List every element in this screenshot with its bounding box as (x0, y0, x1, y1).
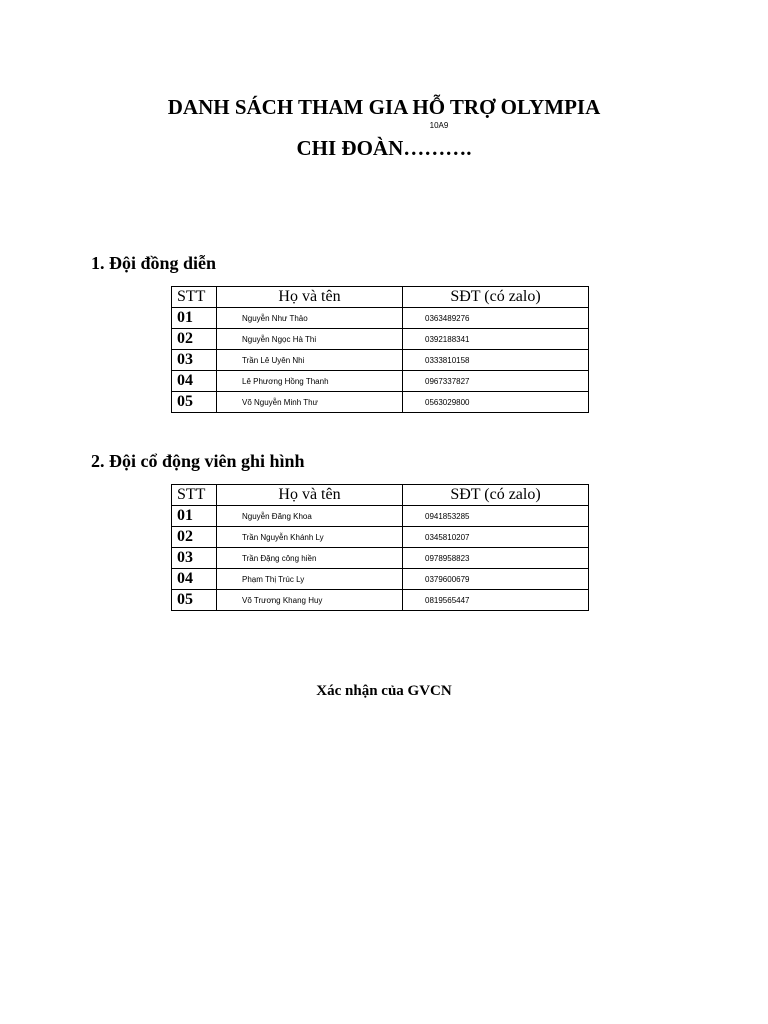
header-stt: STT (172, 287, 217, 308)
row-phone: 0819565447 (403, 590, 589, 611)
row-stt: 03 (172, 548, 217, 569)
table-row (172, 569, 589, 590)
row-name: Trần Lê Uyên Nhi (217, 350, 403, 371)
row-phone: 0363489276 (403, 308, 589, 329)
table-row (172, 350, 589, 371)
row-phone: 0345810207 (403, 527, 589, 548)
row-phone: 0967337827 (403, 371, 589, 392)
row-phone: 0941853285 (403, 506, 589, 527)
table-header-row (172, 287, 589, 308)
row-name: Phạm Thị Trúc Ly (217, 569, 403, 590)
section2-heading: 2. Đội cổ động viên ghi hình (91, 451, 305, 471)
section1-table (171, 286, 589, 413)
row-name: Trần Đặng công hiền (217, 548, 403, 569)
header-phone: SĐT (có zalo) (403, 287, 589, 308)
header-name: Họ và tên (217, 485, 403, 506)
row-name: Trần Nguyễn Khánh Ly (217, 527, 403, 548)
row-stt: 05 (172, 590, 217, 611)
row-name: Nguyễn Như Thảo (217, 308, 403, 329)
table-row (172, 527, 589, 548)
row-phone: 0392188341 (403, 329, 589, 350)
row-stt: 03 (172, 350, 217, 371)
header-phone: SĐT (có zalo) (403, 485, 589, 506)
row-stt: 04 (172, 371, 217, 392)
teacher-confirmation: Xác nhận của GVCN (316, 683, 452, 699)
row-phone: 0563029800 (403, 392, 589, 413)
row-name: Võ Trương Khang Huy (217, 590, 403, 611)
table-row (172, 506, 589, 527)
row-name: Nguyễn Đăng Khoa (217, 506, 403, 527)
row-stt: 02 (172, 329, 217, 350)
row-name: Nguyễn Ngọc Hà Thi (217, 329, 403, 350)
class-note: 10A9 (429, 121, 449, 130)
row-stt: 04 (172, 569, 217, 590)
row-phone: 0978958823 (403, 548, 589, 569)
table-row (172, 548, 589, 569)
table-row (172, 371, 589, 392)
row-phone: 0379600679 (403, 569, 589, 590)
section1-heading: 1. Đội đồng diễn (91, 253, 217, 273)
row-stt: 05 (172, 392, 217, 413)
document-title: DANH SÁCH THAM GIA HỖ TRỢ OLYMPIA (167, 95, 601, 119)
row-stt: 01 (172, 506, 217, 527)
header-name: Họ và tên (217, 287, 403, 308)
section2-table (171, 484, 589, 611)
table-row (172, 590, 589, 611)
table-row (172, 392, 589, 413)
row-name: Võ Nguyễn Minh Thư (217, 392, 403, 413)
header-stt: STT (172, 485, 217, 506)
row-stt: 01 (172, 308, 217, 329)
row-name: Lê Phương Hồng Thanh (217, 371, 403, 392)
table-row (172, 308, 589, 329)
document-subtitle: CHI ĐOÀN………. (296, 136, 472, 160)
row-phone: 0333810158 (403, 350, 589, 371)
row-stt: 02 (172, 527, 217, 548)
table-row (172, 329, 589, 350)
table-header-row (172, 485, 589, 506)
